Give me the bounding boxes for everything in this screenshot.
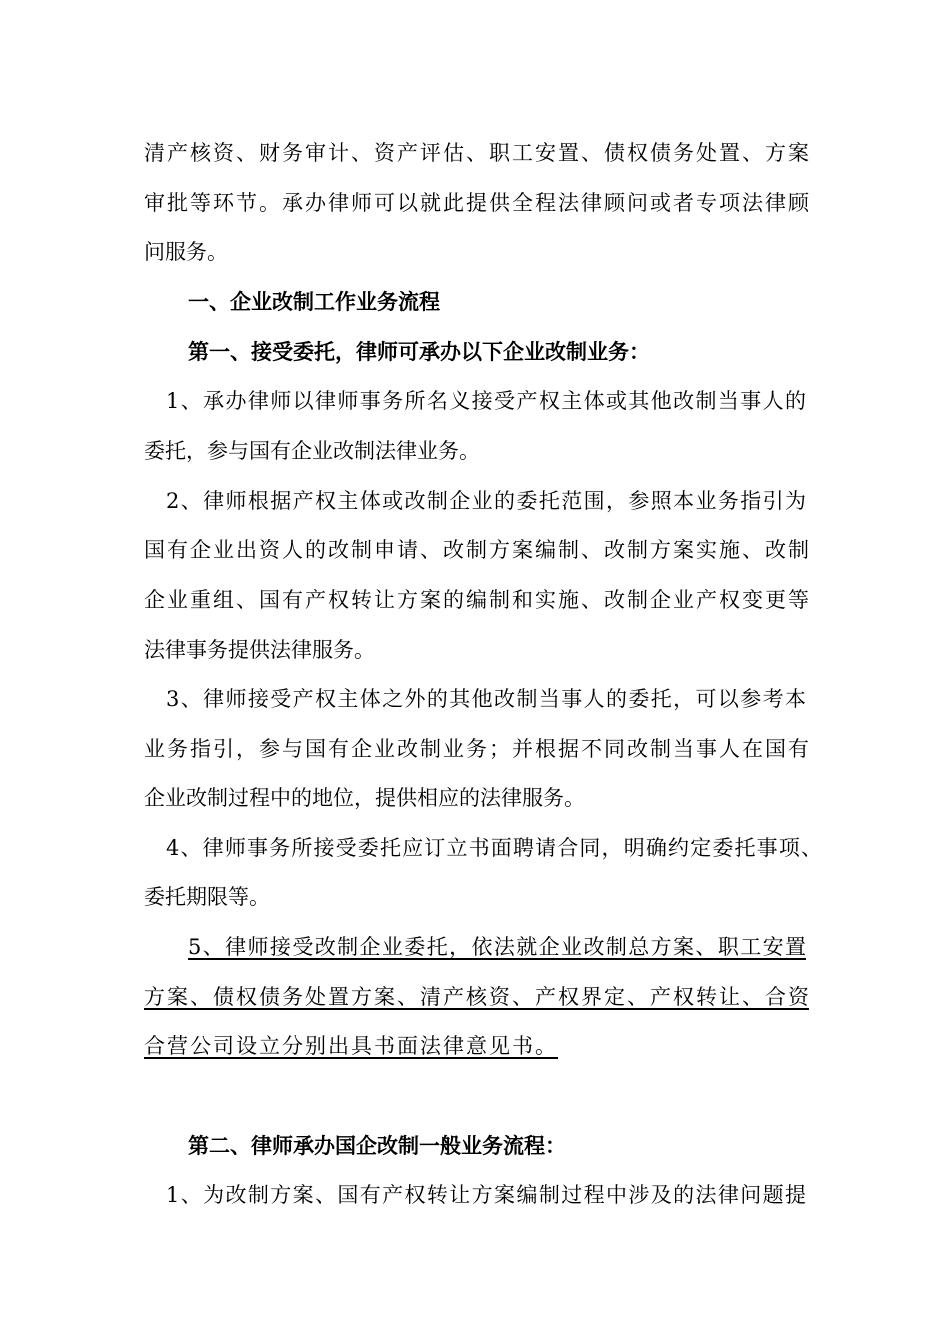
item-2-line-4: 法律事务提供法律服务。 <box>144 638 375 662</box>
item-3-line-3: 企业改制过程中的地位，提供相应的法律服务。 <box>144 786 585 810</box>
item-3-line-2: 业务指引，参与国有企业改制业务；并根据不同改制当事人在国有 <box>144 737 809 761</box>
section-2-item-1-line-1: 1、为改制方案、国有产权转让方案编制过程中涉及的法律问题提 <box>166 1183 806 1207</box>
item-5-line-3: 合营公司设立分别出具书面法律意见书。 <box>144 1034 558 1058</box>
section-2-title: 第二、律师承办国企改制一般业务流程： <box>188 1133 566 1158</box>
item-4-line-1: 4、律师事务所接受委托应订立书面聘请合同，明确约定委托事项、 <box>166 836 822 860</box>
intro-line-3: 问服务。 <box>144 240 228 264</box>
item-1-line-2: 委托，参与国有企业改制法律业务。 <box>144 439 480 463</box>
item-4-line-2: 委托期限等。 <box>144 885 270 909</box>
intro-line-2: 审批等环节。承办律师可以就此提供全程法律顾问或者专项法律顾 <box>144 191 809 215</box>
heading-1: 一、企业改制工作业务流程 <box>188 289 440 314</box>
item-5-line-2: 方案、债权债务处置方案、清产核资、产权界定、产权转让、合资 <box>144 985 809 1009</box>
item-5-line-1: 5、律师接受改制企业委托，依法就企业改制总方案、职工安置 <box>188 935 806 959</box>
section-1-title: 第一、接受委托，律师可承办以下企业改制业务： <box>188 339 650 364</box>
item-3-line-1: 3、律师接受产权主体之外的其他改制当事人的委托，可以参考本 <box>166 687 806 711</box>
item-1-line-1: 1、承办律师以律师事务所名义接受产权主体或其他改制当事人的 <box>166 389 806 413</box>
item-2-line-1: 2、律师根据产权主体或改制企业的委托范围，参照本业务指引为 <box>166 489 806 513</box>
item-2-line-2: 国有企业出资人的改制申请、改制方案编制、改制方案实施、改制 <box>144 538 809 562</box>
intro-line-1: 清产核资、财务审计、资产评估、职工安置、债权债务处置、方案 <box>144 141 809 165</box>
item-2-line-3: 企业重组、国有产权转让方案的编制和实施、改制企业产权变更等 <box>144 588 809 612</box>
